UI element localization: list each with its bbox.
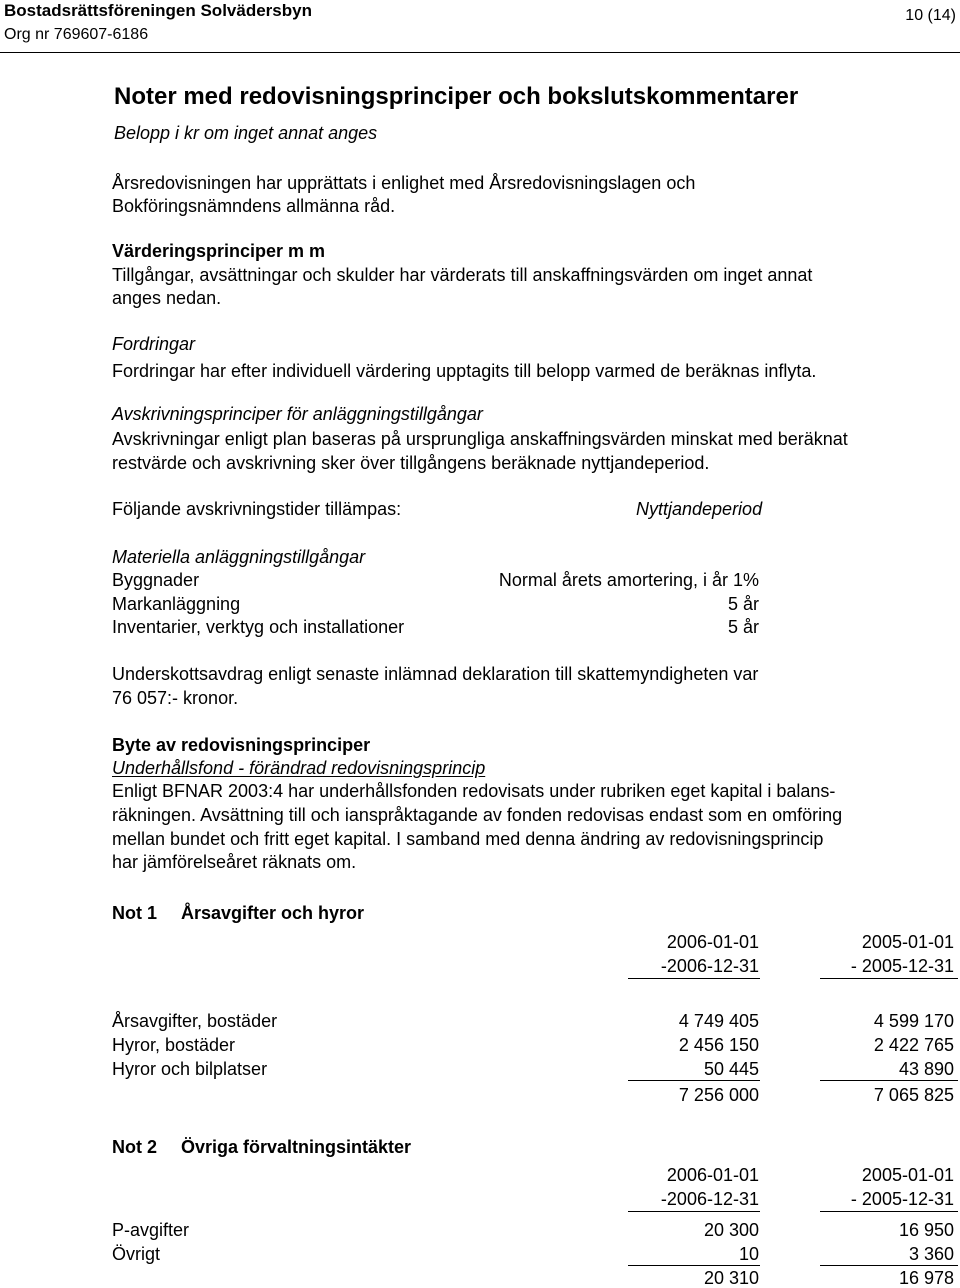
note1-sum-rule-2005 xyxy=(820,1080,958,1081)
table-row-label: Hyror och bilplatser xyxy=(112,1059,268,1079)
page-title: Noter med redovisningsprinciper och bokslutskommentarer xyxy=(114,83,799,110)
deficit-text-line1: Underskottsavdrag enligt senaste inlämnad deklaration till skattemyndigheten var xyxy=(112,664,759,684)
depreciation-periods-label: Följande avskrivningstider tillämpas: xyxy=(112,499,402,519)
table-cell-2005: 4 599 170 xyxy=(873,1011,954,1031)
receivables-heading: Fordringar xyxy=(112,334,196,354)
note2-col2006-line1: 2006-01-01 xyxy=(666,1165,759,1185)
table-cell-2006: 10 xyxy=(738,1244,759,1264)
valuation-text-line1: Tillgångar, avsättningar och skulder har värderats till anskaffningsvärden om inget annat xyxy=(112,265,813,285)
org-number: Org nr 769607-6186 xyxy=(4,26,149,43)
table-cell-2006: 20 300 xyxy=(703,1220,759,1240)
note2-sum-rule-2005 xyxy=(820,1265,958,1266)
note1-sum-rule-2006 xyxy=(628,1080,760,1081)
table-cell-2006: 4 749 405 xyxy=(678,1011,759,1031)
table-cell-2005: 3 360 xyxy=(908,1244,954,1264)
table-row-label: Övrigt xyxy=(112,1244,161,1264)
asset-period: 5 år xyxy=(727,594,759,614)
policy-change-text-line1: Enligt BFNAR 2003:4 har underhållsfonden redovisats under rubriken eget kapital i balans- xyxy=(112,781,836,801)
note1-header-rule-2006 xyxy=(628,978,760,979)
useful-life-header: Nyttjandeperiod xyxy=(636,499,763,519)
table-row-label: P-avgifter xyxy=(112,1220,190,1240)
policy-change-text-line3: mellan bundet och fritt eget kapital. I samband med denna ändring av redovisningsprincip xyxy=(112,829,824,849)
depreciation-heading: Avskrivningsprinciper för anläggningstillgångar xyxy=(112,404,483,424)
note2-col2006-line2: -2006-12-31 xyxy=(660,1189,759,1209)
depreciation-text-line2: restvärde och avskrivning sker över tillgångens beräknade nyttjandeperiod. xyxy=(112,453,710,473)
depreciation-text-line1: Avskrivningar enligt plan baseras på ursprungliga anskaffningsvärden minskat med beräknat xyxy=(112,429,848,449)
valuation-heading: Värderingsprinciper m m xyxy=(112,241,326,261)
page-number: 10 (14) xyxy=(905,7,956,24)
intro-text-line2: Bokföringsnämndens allmänna råd. xyxy=(112,196,396,216)
receivables-text: Fordringar har efter individuell värdering upptagits till belopp varmed de beräknas inflyta. xyxy=(112,361,817,381)
note2-sum-rule-2006 xyxy=(628,1265,760,1266)
note2-total-2005: 16 978 xyxy=(898,1268,954,1288)
table-row-label: Hyror, bostäder xyxy=(112,1035,236,1055)
note1-col2006-line2: -2006-12-31 xyxy=(660,956,759,976)
table-cell-2006: 50 445 xyxy=(703,1059,759,1079)
policy-change-heading: Byte av redovisningsprinciper xyxy=(112,735,371,755)
table-cell-2005: 2 422 765 xyxy=(873,1035,954,1055)
note2-header-rule-2006 xyxy=(628,1211,760,1212)
page-subtitle: Belopp i kr om inget annat anges xyxy=(114,123,378,143)
asset-period: 5 år xyxy=(727,617,759,637)
maintenance-fund-subheading: Underhållsfond - förändrad redovisningsprincip xyxy=(112,758,486,778)
table-cell-2006: 2 456 150 xyxy=(678,1035,759,1055)
table-cell-2005: 43 890 xyxy=(898,1059,954,1079)
note2-title: Övriga förvaltningsintäkter xyxy=(181,1137,412,1157)
policy-change-text-line2: räkningen. Avsättning till och ianspråktagande av fonden redovisas endast som en omföring xyxy=(112,805,843,825)
note2-header-rule-2005 xyxy=(820,1211,958,1212)
note1-header-rule-2005 xyxy=(820,978,958,979)
asset-name: Inventarier, verktyg och installationer xyxy=(112,617,405,637)
note2-total-2006: 20 310 xyxy=(703,1268,759,1288)
note2-col2005-line1: 2005-01-01 xyxy=(861,1165,954,1185)
note1-col2006-line1: 2006-01-01 xyxy=(666,932,759,952)
asset-name: Byggnader xyxy=(112,570,200,590)
org-name: Bostadsrättsföreningen Solvädersbyn xyxy=(4,1,312,20)
note1-total-2006: 7 256 000 xyxy=(678,1085,759,1105)
valuation-text-line2: anges nedan. xyxy=(112,288,222,308)
note1-number: Not 1 xyxy=(112,903,157,923)
tangible-assets-heading: Materiella anläggningstillgångar xyxy=(112,547,366,567)
deficit-text-line2: 76 057:- kronor. xyxy=(112,688,239,708)
note1-title: Årsavgifter och hyror xyxy=(181,903,365,923)
note2-number: Not 2 xyxy=(112,1137,157,1157)
table-cell-2005: 16 950 xyxy=(898,1220,954,1240)
asset-period: Normal årets amortering, i år 1% xyxy=(498,570,759,590)
intro-text-line1: Årsredovisningen har upprättats i enlighet med Årsredovisningslagen och xyxy=(112,173,696,193)
asset-name: Markanläggning xyxy=(112,594,241,614)
table-row-label: Årsavgifter, bostäder xyxy=(112,1011,278,1031)
policy-change-text-line4: har jämförelseåret räknats om. xyxy=(112,852,357,872)
note1-col2005-line1: 2005-01-01 xyxy=(861,932,954,952)
header-rule xyxy=(0,52,960,53)
note1-total-2005: 7 065 825 xyxy=(873,1085,954,1105)
note1-col2005-line2: - 2005-12-31 xyxy=(850,956,954,976)
note2-col2005-line2: - 2005-12-31 xyxy=(850,1189,954,1209)
